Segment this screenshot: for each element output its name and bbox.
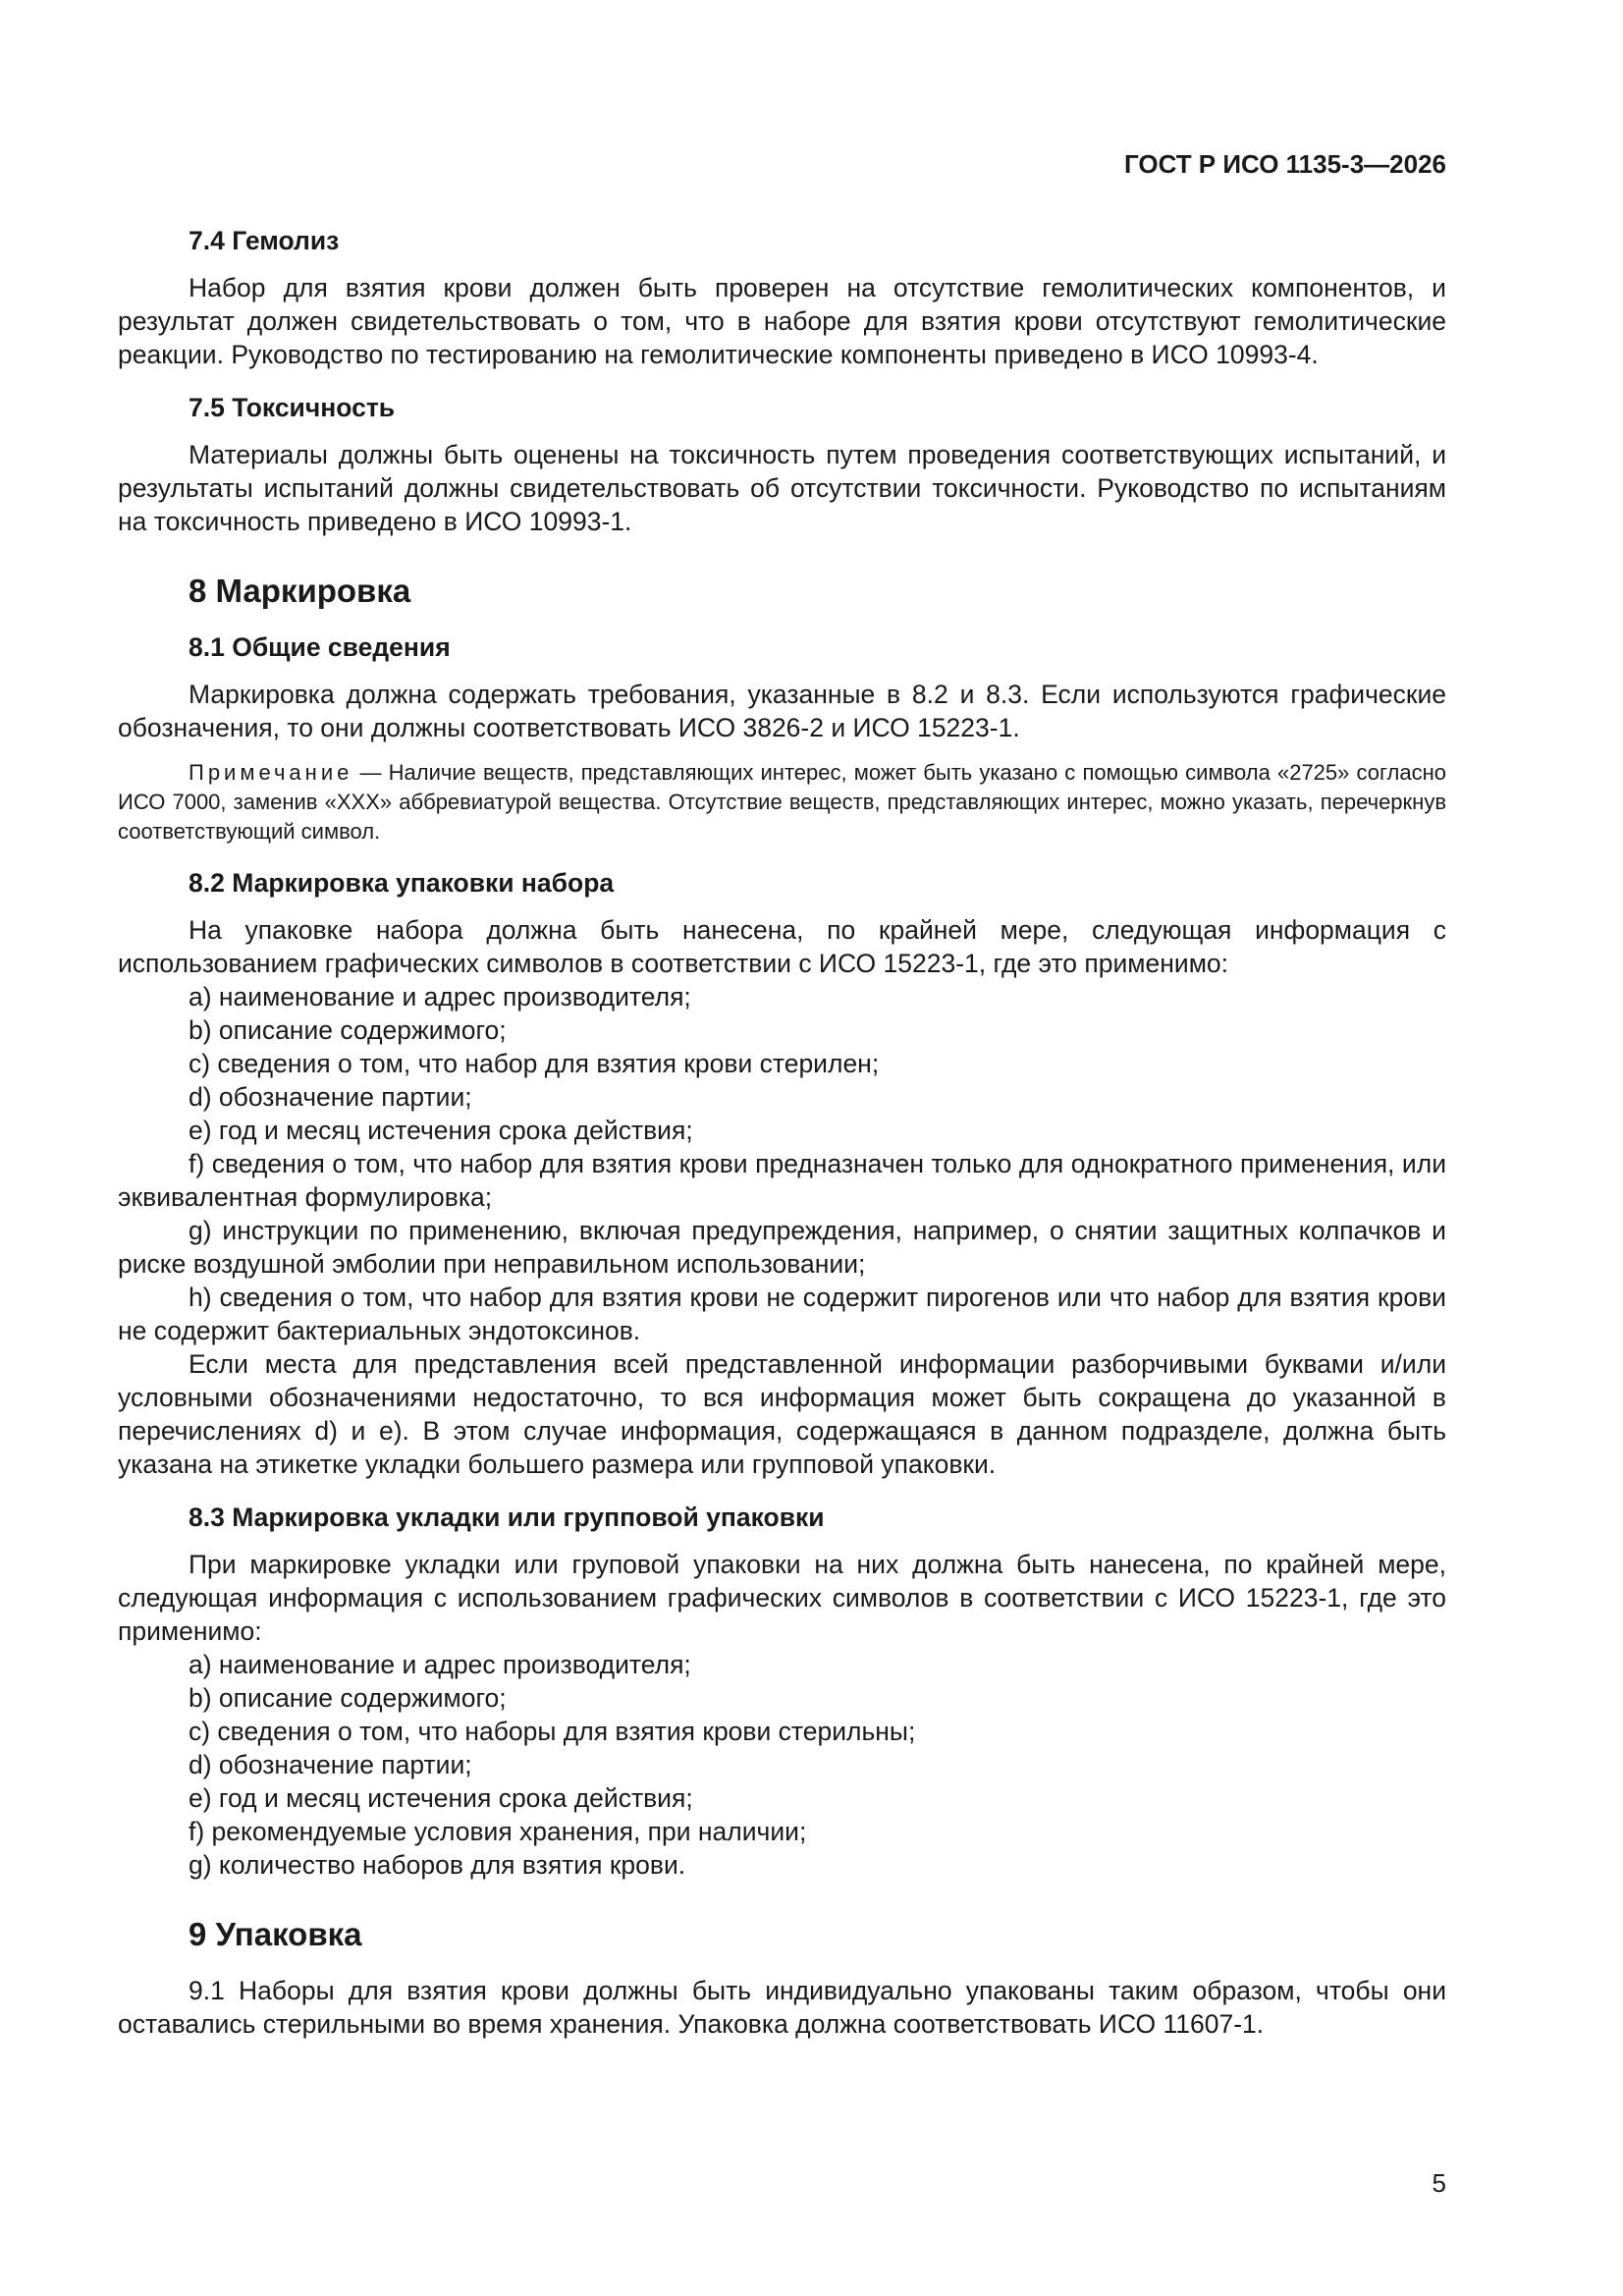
heading-7-5: 7.5 Токсичность xyxy=(189,393,396,422)
note-label: Примечание xyxy=(189,760,353,785)
paragraph-7-5: Материалы должны быть оценены на токсичность путем проведения соответствующих испытаний, и результаты испытаний должны свидетельствовать об отсутствии токсичности. Руководство по испытаниям на токсичность приведено в ИСО 10993-1. xyxy=(118,440,1446,536)
list-item-8-3-d: d) обозначение партии; xyxy=(189,1750,472,1779)
heading-8: 8 Маркировка xyxy=(189,573,411,609)
list-item-8-3-e: e) год и месяц истечения срока действия; xyxy=(189,1783,693,1813)
document-page xyxy=(118,0,1446,2296)
list-item-8-2-c: c) сведения о том, что набор для взятия крови стерилен; xyxy=(189,1049,880,1078)
note-8-1 xyxy=(118,758,1446,847)
heading-8-1: 8.1 Общие сведения xyxy=(189,632,451,662)
paragraph-8-3-intro: При маркировке укладки или груповой упаковки на них должна быть нанесена, по крайней мере, следующая информация с использованием графических символов в соответствии с ИСО 15223-1, где это применимо: xyxy=(118,1550,1446,1646)
list-item-8-3-f: f) рекомендуемые условия хранения, при наличии; xyxy=(189,1817,807,1846)
document-id: ГОСТ Р ИСО 1135-3—2026 xyxy=(1123,149,1446,179)
heading-8-3: 8.3 Маркировка укладки или групповой упаковки xyxy=(189,1503,825,1532)
list-item-8-3-c: c) сведения о том, что наборы для взятия крови стерильны; xyxy=(189,1717,916,1746)
list-item-8-2-b: b) описание содержимого; xyxy=(189,1015,507,1045)
list-item-8-2-d: d) обозначение партии; xyxy=(189,1082,472,1112)
list-item-8-2-e: e) год и месяц истечения срока действия; xyxy=(189,1116,693,1145)
list-item-8-2-g: g) инструкции по применению, включая предупреждения, например, о снятии защитных колпачков и риске воздушной эмболии при неправильном использовании; xyxy=(118,1216,1446,1279)
note-text: — Наличие веществ, представляющих интерес, может быть указано с помощью символа «2725» согласно ИСО 7000, заменив «XXX» аббревиатурой вещества. Отсутствие веществ, представляющих интерес, можно указать, перечеркнув соответствующий символ. xyxy=(118,760,1446,844)
paragraph-8-2-closing: Если места для представления всей представленной информации разборчивыми буквами и/или условными обозначениями недостаточно, то вся информация может быть сокращена до указанной в перечислениях d) и e). В этом случае информация, содержащаяся в данном подразделе, должна быть указана на этикетке укладки большего размера или групповой упаковки. xyxy=(118,1349,1446,1479)
paragraph-9-1: 9.1 Наборы для взятия крови должны быть индивидуально упакованы таким образом, чтобы они оставались стерильными во время хранения. Упаковка должна соответствовать ИСО 11607-1. xyxy=(118,1976,1446,2039)
list-item-8-3-a: a) наименование и адрес производителя; xyxy=(189,1650,691,1679)
heading-9: 9 Упаковка xyxy=(189,1916,362,1952)
list-item-8-2-f: f) сведения о том, что набор для взятия крови предназначен только для однократного применения, или эквивалентная формулировка; xyxy=(118,1149,1446,1212)
list-item-8-3-b: b) описание содержимого; xyxy=(189,1683,507,1713)
paragraph-8-2-intro: На упаковке набора должна быть нанесена, по крайней мере, следующая информация с использованием графических символов в соответствии с ИСО 15223-1, где это применимо: xyxy=(118,915,1446,978)
list-item-8-3-g: g) количество наборов для взятия крови. xyxy=(189,1850,686,1880)
page-number: 5 xyxy=(1432,2168,1446,2198)
paragraph-8-1: Маркировка должна содержать требования, указанные в 8.2 и 8.3. Если используются графические обозначения, то они должны соответствовать ИСО 3826-2 и ИСО 15223-1. xyxy=(118,680,1446,742)
page-content xyxy=(118,224,1446,2041)
heading-8-2: 8.2 Маркировка упаковки набора xyxy=(189,868,615,898)
paragraph-7-4: Набор для взятия крови должен быть проверен на отсутствие гемолитических компонентов, и результат должен свидетельствовать о том, что в наборе для взятия крови отсутствуют гемолитические реакции. Руководство по тестированию на гемолитические компоненты приведено в ИСО 10993-4. xyxy=(118,273,1446,369)
list-item-8-2-a: a) наименование и адрес производителя; xyxy=(189,982,691,1011)
heading-7-4: 7.4 Гемолиз xyxy=(189,226,340,255)
list-item-8-2-h: h) сведения о том, что набор для взятия крови не содержит пирогенов или что набор для взятия крови не содержит бактериальных эндотоксинов. xyxy=(118,1283,1446,1345)
